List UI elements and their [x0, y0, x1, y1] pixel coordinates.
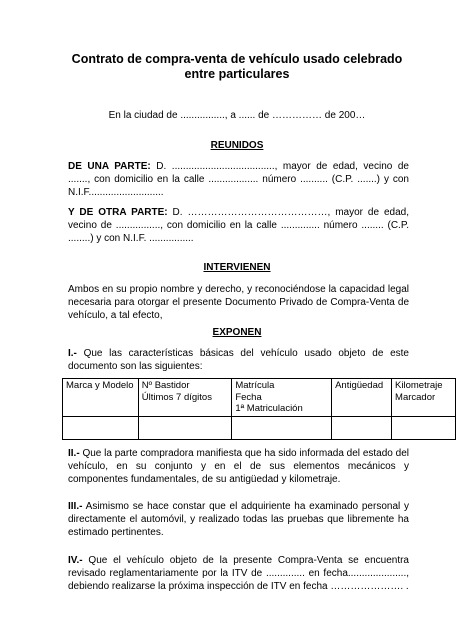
place-date-line: En la ciudad de ................, a ...... de …………… de 200… [108, 110, 366, 121]
exponen-item-4 [68, 554, 409, 593]
table-cell-empty [63, 416, 139, 439]
col-kilometraje [392, 379, 456, 417]
cell-line: Fecha [235, 391, 262, 403]
item-3-number: III.- [68, 501, 83, 512]
cell-line: Marca y Modelo [66, 380, 134, 391]
table-cell-empty [332, 416, 392, 439]
table-cell-empty [392, 416, 456, 439]
cell-line: Antigüedad [335, 380, 384, 391]
item-1-text: Que las características básicas del vehículo usado objeto de este documento son las siguientes: [68, 348, 409, 372]
item-2-text: Que la parte compradora manifiesta que ha sido informada del estado del vehículo, en su conjunto y en el de sus elementos mecánicos y componentes fundamentales, de su antigüedad y kilometraje. [68, 448, 409, 485]
second-party-label: Y DE OTRA PARTE: [68, 207, 168, 218]
table-row [63, 416, 456, 439]
document-title: Contrato de compra-venta de vehículo usado celebrado entre particulares [71, 52, 403, 81]
exponen-heading: EXPONEN [212, 327, 262, 338]
second-party-text: D. ……………………………………, mayor de edad, vecino de ................, con domicilio en la calle .............. número ........ (C.P. ........) y con N.I.F. ................ [68, 207, 409, 244]
exponen-item-1 [68, 347, 409, 373]
item-4-text: Que el vehículo objeto de la presente Compra-Venta se encuentra revisado reglamentariamente por la ITV de .............. en fecha....................., debiendo realizarse la próxima inspección de ITV en fecha …………………. . [68, 555, 409, 592]
cell-line: Últimos 7 dígitos [141, 391, 212, 403]
col-matricula [232, 379, 332, 417]
first-party-label: DE UNA PARTE: [68, 161, 151, 172]
col-marca-modelo [63, 379, 139, 417]
cell-line: Marcador [395, 391, 436, 403]
item-3-text: Asimismo se hace constar que el adquiriente ha examinado personal y directamente el automóvil, y realizado todas las pruebas que libremente ha estimado pertinentes. [68, 501, 409, 538]
intervienen-paragraph: Ambos en su propio nombre y derecho, y reconociéndose la capacidad legal necesaria para otorgar el presente Documento Privado de Compra-Venta de vehículo, a tal efecto, [68, 284, 409, 321]
second-party-paragraph [68, 206, 409, 245]
vehicle-details-table [62, 378, 456, 440]
cell-line: Matrícula [235, 380, 275, 391]
exponen-item-3 [68, 500, 409, 539]
col-antiguedad [332, 379, 392, 417]
first-party-paragraph [68, 160, 409, 199]
cell-line: Kilometraje [395, 380, 443, 391]
intervienen-heading: INTERVIENEN [203, 262, 271, 273]
reunidos-heading: REUNIDOS [210, 140, 264, 151]
table-header-row [63, 379, 456, 417]
table-cell-empty [232, 416, 332, 439]
item-1-number: I.- [68, 348, 77, 359]
first-party-text: D. ....................................., mayor de edad, vecino de ......., con domicilio en la calle .................. número .......... (C.P. .......) y con N.I.F........................... [68, 161, 409, 198]
cell-line: Nº Bastidor [141, 380, 190, 391]
item-4-number: IV.- [68, 555, 83, 566]
table-cell-empty [138, 416, 232, 439]
item-2-number: II.- [68, 448, 80, 459]
col-bastidor [138, 379, 232, 417]
cell-line: 1ª Matriculación [235, 403, 303, 414]
exponen-item-2 [68, 447, 409, 486]
